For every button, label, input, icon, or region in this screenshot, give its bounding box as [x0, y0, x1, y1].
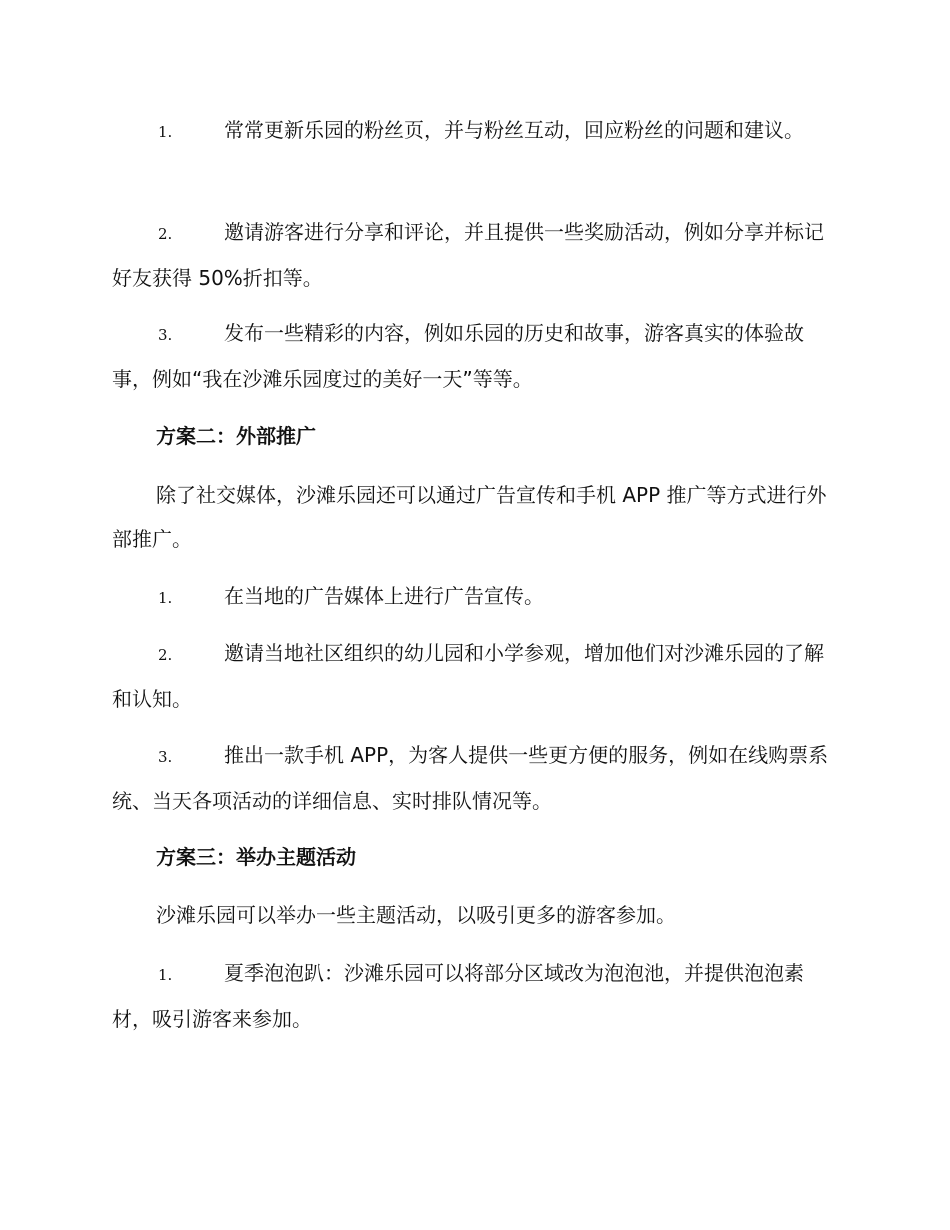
list-number: 2.	[158, 225, 173, 243]
section-heading: 方案三：举办主题活动	[156, 845, 356, 869]
list-number: 1.	[158, 589, 173, 607]
list-text: 邀请当地社区组织的幼儿园和小学参观，增加他们对沙滩乐园的了解和认知。	[112, 641, 824, 711]
list-item	[112, 733, 834, 823]
section-heading: 方案二：外部推广	[156, 424, 316, 448]
list-number: 2.	[158, 646, 173, 664]
paragraph: 除了社交媒体，沙滩乐园还可以通过广告宣传和手机 APP 推广等方式进行外部推广。	[112, 483, 827, 551]
list-number: 3.	[158, 326, 173, 344]
list-item	[112, 574, 834, 620]
list-number: 3.	[158, 748, 173, 766]
list-text: 在当地的广告媒体上进行广告宣传。	[224, 584, 544, 608]
list-text: 邀请游客进行分享和评论，并且提供一些奖励活动，例如分享并标记好友获得 50%折扣等。	[112, 220, 824, 290]
list-item	[112, 108, 834, 154]
list-item	[112, 210, 834, 300]
list-text: 夏季泡泡趴：沙滩乐园可以将部分区域改为泡泡池，并提供泡泡素材，吸引游客来参加。	[112, 961, 804, 1031]
list-text: 推出一款手机 APP，为客人提供一些更方便的服务，例如在线购票系统、当天各项活动的详细信息、实时排队情况等。	[112, 743, 829, 813]
list-number: 1.	[158, 966, 173, 984]
list-item	[112, 951, 834, 1041]
list-text: 发布一些精彩的内容，例如乐园的历史和故事，游客真实的体验故事，例如“我在沙滩乐园度过的美好一天”等等。	[112, 321, 804, 391]
list-item	[112, 311, 834, 401]
list-item	[112, 631, 834, 721]
list-number: 1.	[158, 123, 173, 141]
paragraph: 沙滩乐园可以举办一些主题活动，以吸引更多的游客参加。	[156, 903, 676, 927]
list-text: 常常更新乐园的粉丝页，并与粉丝互动，回应粉丝的问题和建议。	[224, 118, 804, 142]
